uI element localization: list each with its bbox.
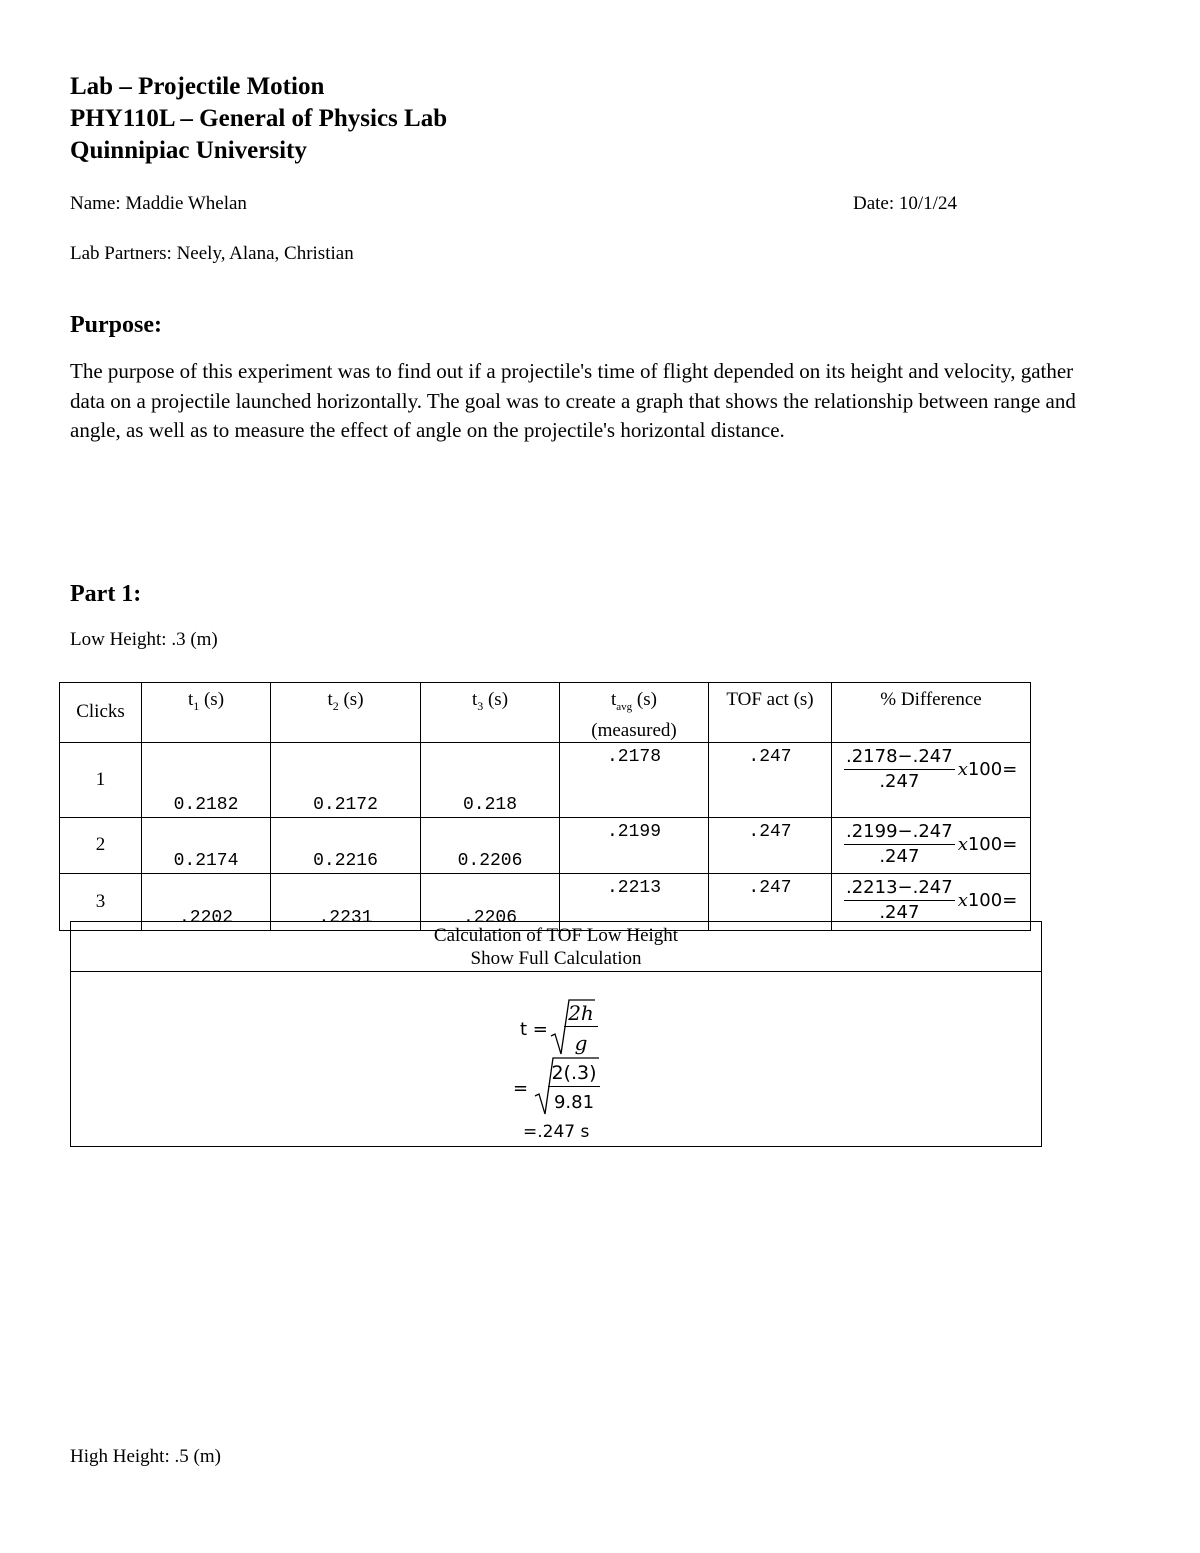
tavg-value: .2213 xyxy=(606,877,661,898)
header-clicks-label: Clicks xyxy=(76,701,125,723)
formula-times: x xyxy=(957,889,968,911)
course-title: PHY110L – General of Physics Lab xyxy=(70,105,448,132)
header-t2 xyxy=(271,683,421,743)
cell-tof xyxy=(709,817,832,873)
calc-body xyxy=(71,972,1042,1147)
formula-denominator: .247 xyxy=(879,845,920,867)
cell-tof xyxy=(709,742,832,817)
t2-value: 0.2172 xyxy=(313,794,378,815)
purpose-text: The purpose of this experiment was to find out if a projectile's time of flight depended on its height and velocity, gather data on a projectile launched horizontally. The goal was to create a graph that shows the relationship between range and angle, as well as to measure the effect of angle on the projectile's horizontal distance. xyxy=(70,359,1076,442)
university-name: Quinnipiac University xyxy=(70,137,307,164)
tof-calculation-box xyxy=(70,921,1042,1147)
table-row xyxy=(60,817,1031,873)
lab-date: Date: 10/1/24 xyxy=(853,193,957,214)
header-t3 xyxy=(421,683,560,743)
formula-denominator: .247 xyxy=(879,901,920,923)
equation-numerator-2h: 2h xyxy=(564,1000,598,1027)
t1-value: 0.2174 xyxy=(173,850,239,871)
header-t1-label: t xyxy=(187,689,194,710)
percent-difference-formula xyxy=(844,876,1017,925)
tof-data-table xyxy=(59,682,1031,931)
formula-numerator: .2199−.247 xyxy=(844,820,955,845)
tof-value: .247 xyxy=(748,746,792,767)
calc-header xyxy=(71,922,1042,972)
header-t2-sub: 2 xyxy=(332,698,339,713)
formula-times: x xyxy=(957,758,968,780)
header-diff-label: % Difference xyxy=(880,689,982,710)
cell-tavg xyxy=(560,817,709,873)
cell-t2 xyxy=(271,817,421,873)
formula-numerator: .2213−.247 xyxy=(844,876,955,901)
equation-denominator-value: 9.81 xyxy=(553,1092,595,1113)
formula-multiplier: 100= xyxy=(967,833,1018,855)
cell-click xyxy=(60,817,142,873)
tavg-value: .2178 xyxy=(606,746,661,767)
percent-difference-formula xyxy=(844,745,1017,794)
tof-value: .247 xyxy=(748,821,792,842)
header-t3-sub: 3 xyxy=(477,698,484,713)
calc-title: Calculation of TOF Low Height xyxy=(433,924,679,946)
formula-numerator: .2178−.247 xyxy=(844,745,955,770)
cell-t3 xyxy=(421,817,560,873)
header-tavg-unit: (s) xyxy=(632,689,657,710)
purpose-heading: Purpose: xyxy=(70,312,162,338)
click-value: 1 xyxy=(95,768,106,790)
t3-value: 0.218 xyxy=(462,794,517,815)
cell-t2 xyxy=(271,742,421,817)
table-row xyxy=(60,742,1031,817)
equation-lhs-t: t = xyxy=(520,1019,548,1040)
student-name: Name: Maddie Whelan xyxy=(70,193,247,214)
formula-denominator: .247 xyxy=(879,770,920,792)
equation-equals: = xyxy=(513,1078,529,1099)
calc-subtitle: Show Full Calculation xyxy=(470,947,642,969)
header-t1-unit: (s) xyxy=(199,689,225,710)
table-header-row xyxy=(60,683,1031,743)
header-t2-label: t xyxy=(327,689,333,710)
click-value: 2 xyxy=(95,834,106,856)
formula-multiplier: 100= xyxy=(967,889,1018,911)
header-t3-unit: (s) xyxy=(483,689,509,710)
lab-partners: Lab Partners: Neely, Alana, Christian xyxy=(70,243,354,264)
t3-value: .2206 xyxy=(462,907,517,928)
lab-title: Lab – Projectile Motion xyxy=(70,73,325,100)
tavg-value: .2199 xyxy=(606,821,661,842)
header-tavg-label: t xyxy=(611,689,617,710)
cell-click xyxy=(60,742,142,817)
part1-heading: Part 1: xyxy=(70,581,142,607)
tof-value: .247 xyxy=(748,877,792,898)
header-tavg-note: (measured) xyxy=(591,719,677,741)
header-tof-label: TOF act (s) xyxy=(726,689,814,710)
t2-value: .2231 xyxy=(318,907,373,928)
formula-times: x xyxy=(957,833,968,855)
header-clicks xyxy=(60,683,142,743)
header-tof xyxy=(709,683,832,743)
cell-tavg xyxy=(560,742,709,817)
t2-value: 0.2216 xyxy=(313,850,378,871)
t1-value: 0.2182 xyxy=(173,794,239,815)
header-t1 xyxy=(142,683,271,743)
cell-diff xyxy=(832,817,1031,873)
equation-numerator-value: 2(.3) xyxy=(548,1060,600,1087)
header-t1-sub: 1 xyxy=(193,698,200,713)
low-height-label: Low Height: .3 (m) xyxy=(70,629,218,650)
header-t3-label: t xyxy=(471,689,478,710)
header-diff xyxy=(832,683,1031,743)
header-tavg xyxy=(560,683,709,743)
cell-diff xyxy=(832,742,1031,817)
high-height-label: High Height: .5 (m) xyxy=(70,1446,221,1467)
header-tavg-sub: avg xyxy=(616,700,633,713)
t3-value: 0.2206 xyxy=(457,850,523,871)
cell-t3 xyxy=(421,742,560,817)
t1-value: .2202 xyxy=(178,907,233,928)
percent-difference-formula xyxy=(844,820,1017,869)
click-value: 3 xyxy=(95,890,106,912)
formula-multiplier: 100= xyxy=(967,758,1018,780)
cell-t1 xyxy=(142,817,271,873)
equation-result: =.247 s xyxy=(523,1122,590,1142)
cell-t1 xyxy=(142,742,271,817)
header-t2-unit: (s) xyxy=(338,689,364,710)
equation-denominator-g: g xyxy=(574,1031,588,1055)
purpose-paragraph xyxy=(70,357,1110,446)
